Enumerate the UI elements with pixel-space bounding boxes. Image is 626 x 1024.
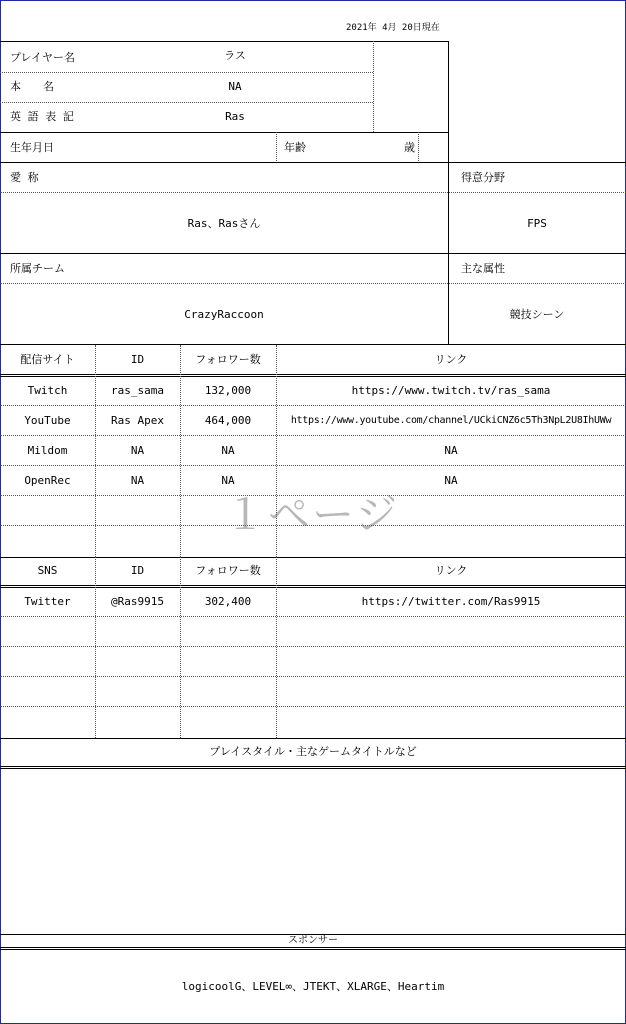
line xyxy=(0,132,448,133)
streaming-row-cell: Ras Apex xyxy=(111,414,164,427)
specialty-value: FPS xyxy=(527,217,547,230)
real-name-label: 本 名 xyxy=(10,80,54,93)
streaming-row-cell: NA xyxy=(221,444,235,457)
birthday-label: 生年月日 xyxy=(10,141,54,154)
streaming-header-cell: フォロワー数 xyxy=(195,353,261,366)
line xyxy=(448,41,449,163)
sns-row-cell xyxy=(95,647,180,677)
streaming-row-cell xyxy=(95,496,180,526)
sns-row-cell xyxy=(95,707,180,737)
streaming-row-cell: NA xyxy=(444,444,458,457)
sns-row-cell xyxy=(180,677,276,707)
sns-row-cell xyxy=(0,677,95,707)
streaming-row-cell xyxy=(95,526,180,556)
streaming-row-cell: OpenRec xyxy=(24,474,71,487)
streaming-row-cell: NA xyxy=(221,474,235,487)
sns-row-cell: Twitter xyxy=(24,595,71,608)
real-name-value: NA xyxy=(228,80,242,93)
specialty-label: 得意分野 xyxy=(461,171,505,184)
line xyxy=(0,102,373,103)
streaming-row-cell: https://www.youtube.com/channel/UCkiCNZ6c5Th3NpL2U8IhUWw xyxy=(290,415,612,426)
sns-row-cell xyxy=(276,677,626,707)
sns-row-cell: https://twitter.com/Ras9915 xyxy=(361,595,541,608)
line xyxy=(0,192,626,193)
sns-row-cell xyxy=(276,617,626,647)
as-of-date: 2021年 4月 20日現在 xyxy=(346,23,440,33)
streaming-row-cell: Twitch xyxy=(27,384,68,397)
line xyxy=(0,738,626,739)
line xyxy=(0,72,373,73)
player-name-value: ラス xyxy=(224,49,246,62)
streaming-row-cell xyxy=(0,496,95,526)
streaming-row-cell: NA xyxy=(444,474,458,487)
line xyxy=(276,345,277,557)
streaming-row-cell xyxy=(276,526,626,556)
line xyxy=(95,556,96,738)
streaming-row-cell: NA xyxy=(130,444,145,457)
streaming-row-cell xyxy=(0,526,95,556)
line xyxy=(95,345,96,557)
line xyxy=(276,556,277,738)
streaming-row-cell: 464,000 xyxy=(204,414,252,427)
streaming-header-cell: 配信サイト xyxy=(20,353,75,366)
sns-header-cell: リンク xyxy=(434,564,468,577)
page-watermark: １ページ xyxy=(224,490,400,539)
sns-header-cell: SNS xyxy=(37,564,58,577)
line xyxy=(373,41,374,132)
streaming-row-cell: https://www.twitch.tv/ras_sama xyxy=(351,384,551,397)
streaming-row-cell: ras_sama xyxy=(111,384,164,397)
player-name-label: プレイヤー名 xyxy=(10,51,76,64)
sns-row-cell xyxy=(276,707,626,737)
sns-row-cell xyxy=(95,617,180,647)
sns-row-cell xyxy=(0,647,95,677)
sns-header-cell: フォロワー数 xyxy=(195,564,261,577)
streaming-row-cell: Mildom xyxy=(27,444,68,457)
sns-row-cell: @Ras9915 xyxy=(111,595,164,608)
streaming-row-cell xyxy=(180,496,276,526)
sns-row-cell xyxy=(0,617,95,647)
sponsor-label: スポンサー xyxy=(288,935,338,946)
sns-row-cell xyxy=(0,707,95,737)
line xyxy=(0,283,626,284)
english-value: Ras xyxy=(225,110,245,123)
nickname-label: 愛 称 xyxy=(10,171,39,184)
age-label: 年齢 xyxy=(284,141,306,154)
streaming-row-cell xyxy=(276,496,626,526)
english-label: 英 語 表 記 xyxy=(10,110,74,123)
streaming-row-cell xyxy=(180,526,276,556)
attribute-value: 競技シーン xyxy=(509,308,565,321)
attribute-label: 主な属性 xyxy=(461,262,505,275)
streaming-header-cell: ID xyxy=(130,353,145,366)
sns-row-cell xyxy=(180,707,276,737)
sns-row-cell xyxy=(180,647,276,677)
line xyxy=(0,947,626,950)
age-unit: 歳 xyxy=(404,141,415,154)
line xyxy=(180,345,181,557)
sns-row-cell xyxy=(95,677,180,707)
line xyxy=(418,132,419,163)
line xyxy=(0,41,448,42)
sns-row-cell xyxy=(276,647,626,677)
streaming-row-cell: YouTube xyxy=(24,414,71,427)
line xyxy=(0,766,626,769)
sns-header-cell: ID xyxy=(130,564,145,577)
sns-row-cell xyxy=(180,617,276,647)
line xyxy=(276,132,277,163)
line xyxy=(180,556,181,738)
nickname-value: Ras、Rasさん xyxy=(187,217,261,230)
team-value: CrazyRaccoon xyxy=(184,308,264,321)
playstyle-label: プレイスタイル・主なゲームタイトルなど xyxy=(209,745,417,758)
sponsors-value: logicoolG、LEVEL∞、JTEKT、XLARGE、Heartim xyxy=(181,980,445,993)
line xyxy=(0,253,626,254)
sns-row-cell: 302,400 xyxy=(204,595,252,608)
team-label: 所属チーム xyxy=(10,262,65,275)
streaming-header-cell: リンク xyxy=(434,353,468,366)
line xyxy=(0,162,626,163)
streaming-row-cell: NA xyxy=(130,474,145,487)
streaming-row-cell: 132,000 xyxy=(204,384,252,397)
